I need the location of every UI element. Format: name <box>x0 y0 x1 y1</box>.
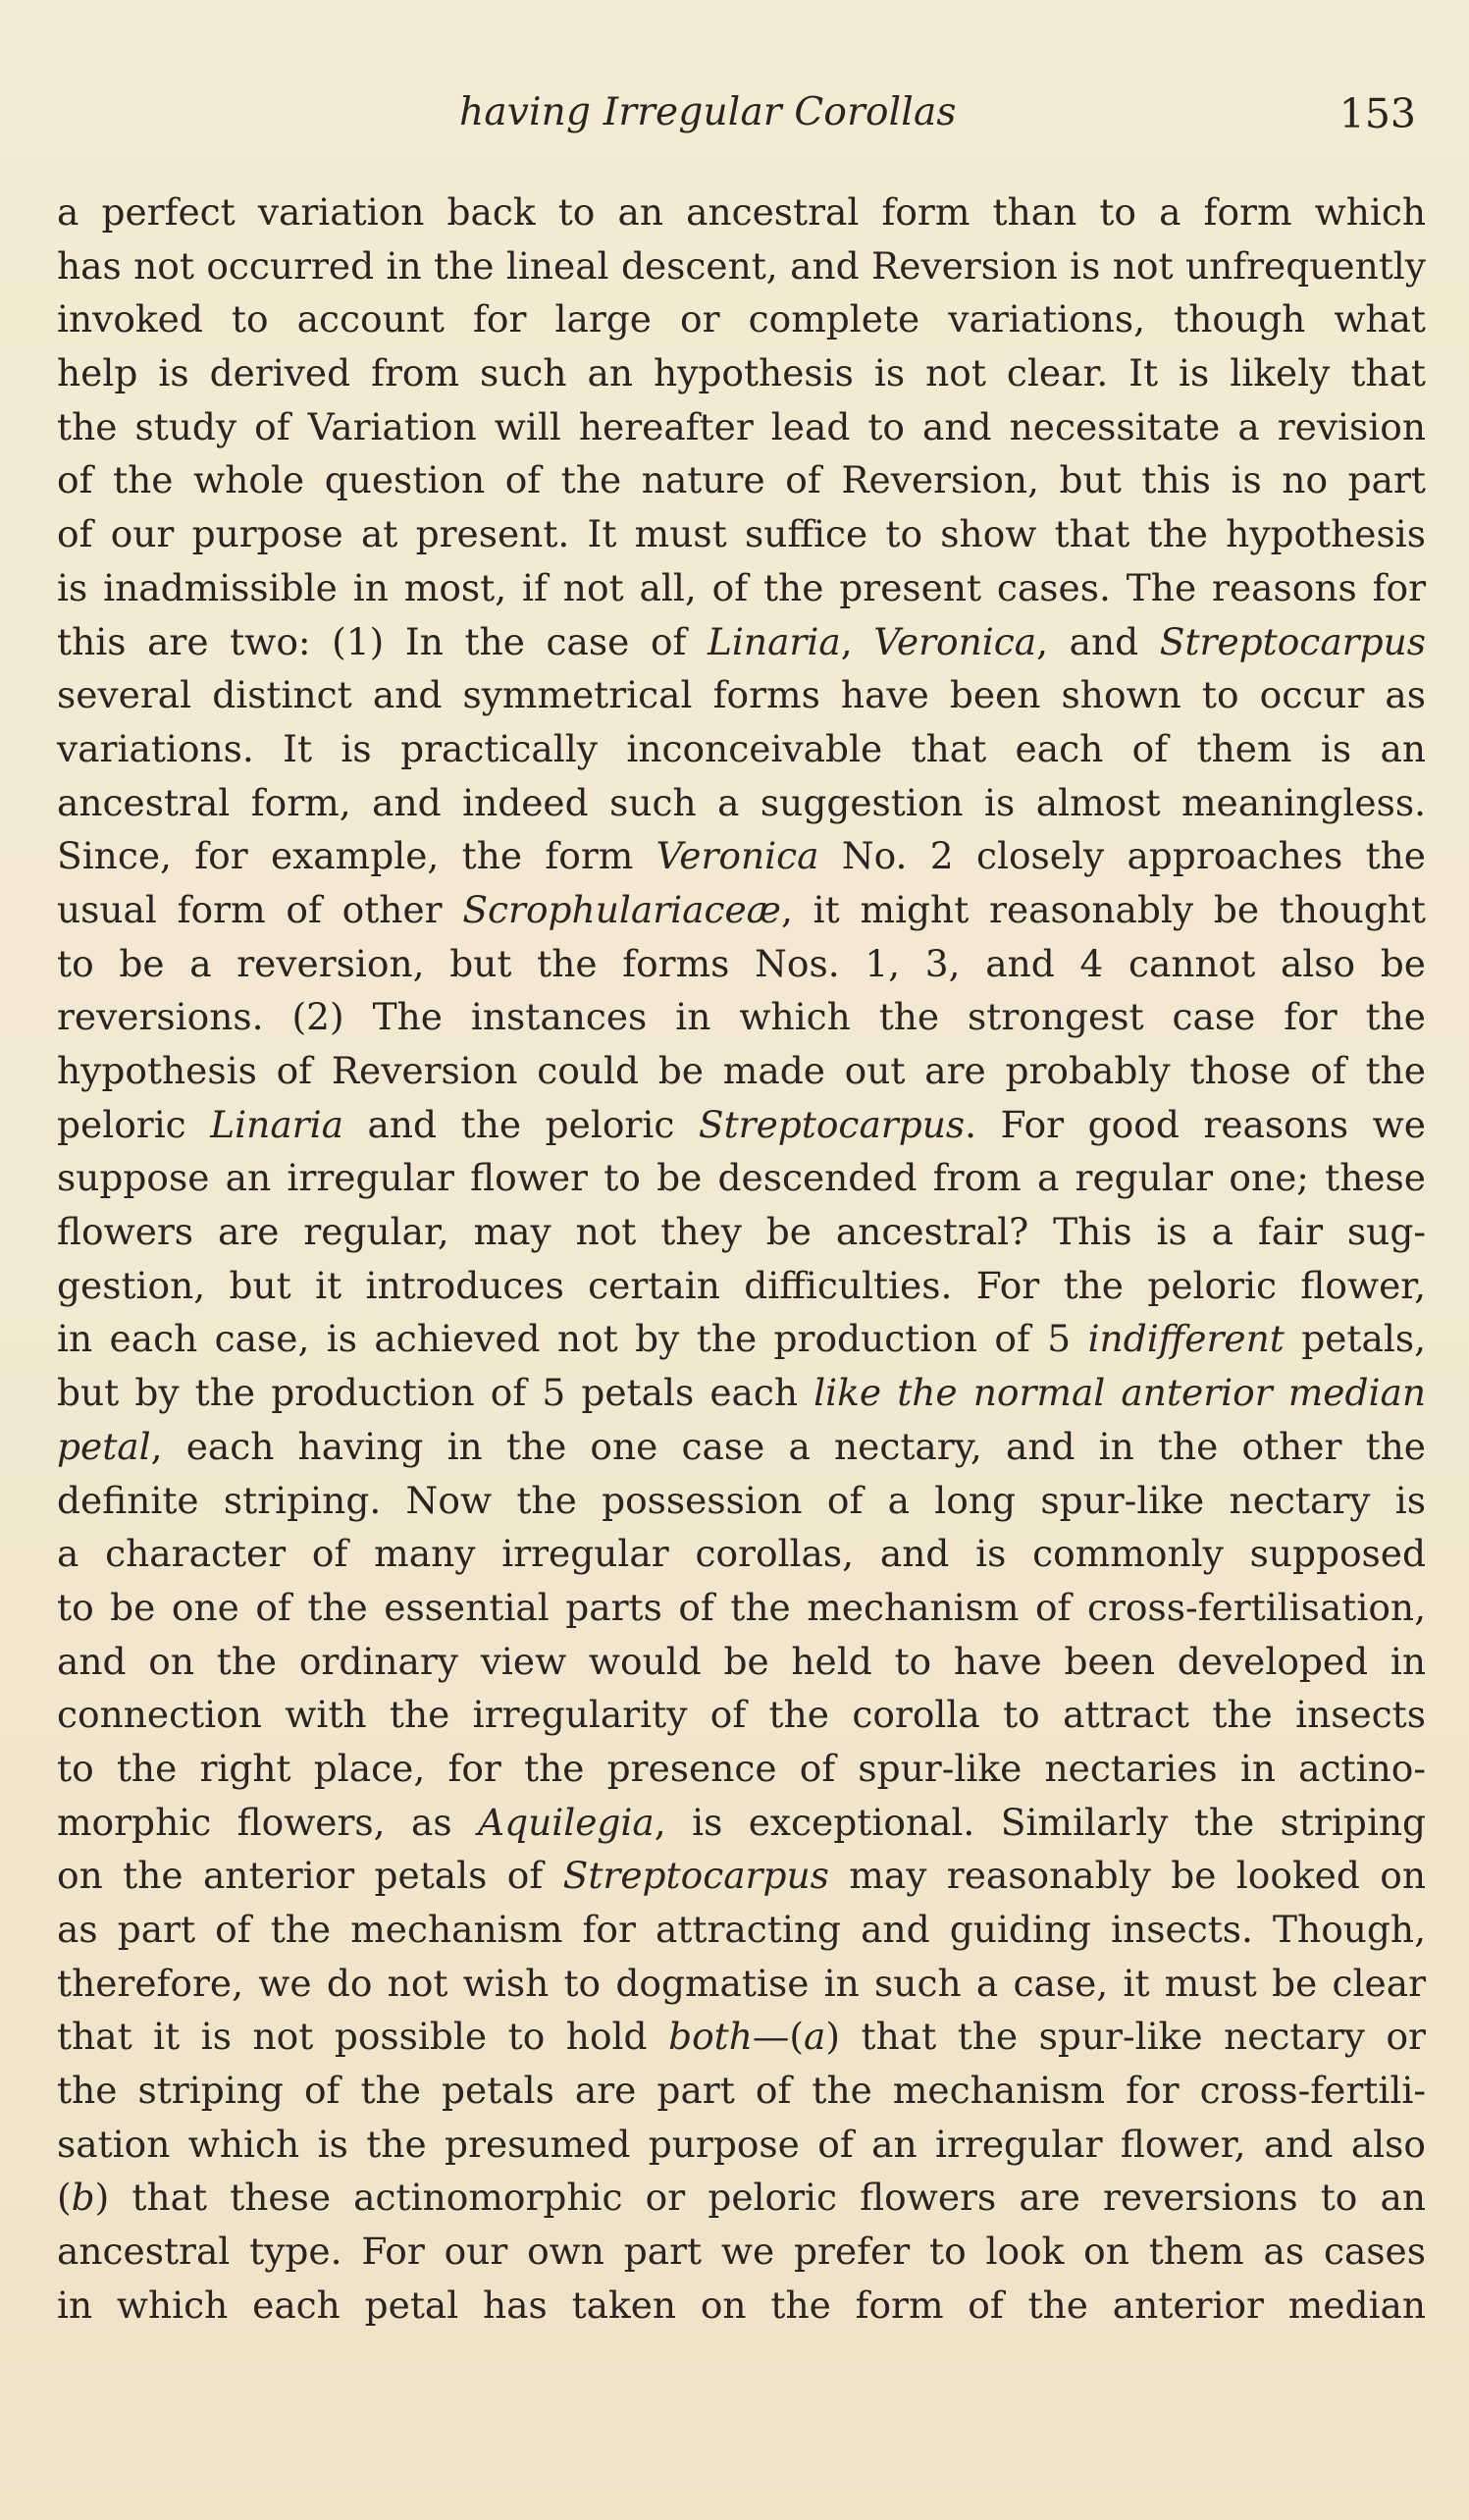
text-line <box>57 2010 1426 2064</box>
body-text <box>57 185 1426 2333</box>
text-line <box>57 1420 1426 1474</box>
text-line <box>57 722 1426 776</box>
text-segment: to be a reversion, but the forms Nos. 1, 3, and 4 cannot also be <box>57 941 1426 985</box>
text-line <box>57 1903 1426 1957</box>
text-segment: —( <box>752 2015 805 2059</box>
text-segment: variations. It is practically inconceivable that each of them is an <box>57 726 1426 770</box>
text-line <box>57 1688 1426 1742</box>
italic-text: b <box>71 2176 95 2220</box>
italic-text: petal <box>57 1424 151 1468</box>
italic-text: both <box>668 2015 753 2059</box>
italic-text: Scrophulariaceæ <box>462 887 781 931</box>
text-segment: the study of Variation will hereafter lead to and necessitate a revision <box>57 404 1426 448</box>
text-line <box>57 507 1426 561</box>
text-line <box>57 1849 1426 1903</box>
text-segment: this are two: (1) In the case of <box>57 619 708 663</box>
italic-text: Veronica <box>656 834 819 878</box>
text-segment: and on the ordinary view would be held to have been developed in <box>57 1639 1426 1683</box>
text-segment: help is derived from such an hypothesis is not clear. It is likely that <box>57 351 1426 395</box>
italic-text: Streptocarpus <box>1159 619 1426 663</box>
text-segment: ancestral form, and indeed such a suggestion is almost meaningless. <box>57 780 1426 824</box>
text-segment: morphic flowers, as <box>57 1800 478 1844</box>
text-line <box>57 668 1426 722</box>
text-line <box>57 1796 1426 1850</box>
text-segment: , is exceptional. Similarly the striping <box>654 1800 1427 1844</box>
text-segment: ( <box>57 2176 72 2220</box>
text-segment: sation which is the presumed purpose of an irregular flower, and also <box>57 2122 1426 2166</box>
text-line <box>57 1527 1426 1581</box>
text-line <box>57 1151 1426 1205</box>
text-segment: , and <box>1036 619 1160 663</box>
text-line <box>57 239 1426 293</box>
text-line <box>57 1259 1426 1313</box>
text-segment: and the peloric <box>342 1102 699 1146</box>
text-line <box>57 990 1426 1044</box>
text-segment: definite striping. Now the possession of a long spur-like nectary is <box>57 1478 1426 1522</box>
text-segment: but by the production of 5 petals each <box>57 1371 814 1415</box>
text-segment: , it might reasonably be thought <box>780 887 1426 931</box>
text-line <box>57 185 1426 239</box>
text-line <box>57 1742 1426 1796</box>
text-line <box>57 1098 1426 1152</box>
text-segment: ancestral type. For our own part we prefer to look on them as cases <box>57 2230 1426 2274</box>
text-line <box>57 1205 1426 1259</box>
page-number: 153 <box>1338 90 1416 137</box>
text-segment: ) that these actinomorphic or peloric flowers are reversions to an <box>94 2176 1426 2220</box>
text-line <box>57 292 1426 346</box>
text-segment: has not occurred in the lineal descent, and Reversion is not unfrequently <box>57 243 1426 288</box>
text-line <box>57 2064 1426 2118</box>
text-line <box>57 1044 1426 1098</box>
text-line <box>57 346 1426 400</box>
text-segment: several distinct and symmetrical forms have been shown to occur as <box>57 673 1426 717</box>
text-segment: that it is not possible to hold <box>57 2015 669 2059</box>
text-segment: to the right place, for the presence of spur-like nectaries in actino- <box>57 1746 1426 1790</box>
running-title: having Irregular Corollas <box>459 90 957 134</box>
text-segment: gestion, but it introduces certain difficulties. For the peloric flower, <box>57 1263 1426 1307</box>
italic-text: Linaria <box>210 1102 343 1146</box>
text-line <box>57 561 1426 615</box>
italic-text: Veronica <box>873 619 1037 663</box>
italic-text: Streptocarpus <box>562 1854 829 1898</box>
text-segment: flowers are regular, may not they be ancestral? This is a fair sug- <box>57 1210 1426 1254</box>
text-line <box>57 453 1426 507</box>
text-segment: , <box>840 619 874 663</box>
text-line <box>57 1366 1426 1420</box>
text-segment: hypothesis of Reversion could be made out are probably those of the <box>57 1049 1426 1092</box>
italic-text: like the normal anterior median <box>813 1371 1427 1415</box>
text-segment: a character of many irregular corollas, and is commonly supposed <box>57 1532 1426 1576</box>
italic-text: a <box>804 2015 826 2059</box>
text-segment: invoked to account for large or complete variations, though what <box>57 297 1426 341</box>
text-line <box>57 400 1426 454</box>
italic-text: indifferent <box>1087 1317 1285 1361</box>
text-segment: therefore, we do not wish to dogmatise in such a case, it must be clear <box>57 1961 1426 2005</box>
italic-text: Linaria <box>708 619 841 663</box>
text-segment: on the anterior petals of <box>57 1854 563 1898</box>
text-segment: the striping of the petals are part of the mechanism for cross-fertili- <box>57 2069 1426 2113</box>
italic-text: Streptocarpus <box>698 1102 966 1146</box>
text-line <box>57 2225 1426 2279</box>
text-line <box>57 776 1426 830</box>
text-line <box>57 1474 1426 1528</box>
page-header <box>57 90 1416 159</box>
text-segment: reversions. (2) The instances in which the strongest case for the <box>57 995 1426 1039</box>
text-segment: of our purpose at present. It must suffice to show that the hypothesis <box>57 512 1426 556</box>
text-line <box>57 1581 1426 1635</box>
text-segment: in which each petal has taken on the form of the anterior median <box>57 2283 1426 2327</box>
text-segment: a perfect variation back to an ancestral form than to a form which <box>57 190 1426 234</box>
text-segment: may reasonably be looked on <box>828 1854 1426 1898</box>
text-segment: petals, <box>1284 1317 1427 1361</box>
text-segment: of the whole question of the nature of Reversion, but this is no part <box>57 458 1426 502</box>
text-segment: connection with the irregularity of the corolla to attract the insects <box>57 1693 1426 1737</box>
text-line <box>57 2279 1426 2333</box>
text-line <box>57 883 1426 937</box>
text-line <box>57 1957 1426 2011</box>
italic-text: Aquilegia <box>477 1800 655 1844</box>
text-line <box>57 1312 1426 1366</box>
text-segment: to be one of the essential parts of the mechanism of cross-fertilisation, <box>57 1585 1426 1629</box>
text-segment: . For good reasons we <box>965 1102 1426 1146</box>
text-segment: Since, for example, the form <box>57 834 656 878</box>
text-line <box>57 2118 1426 2172</box>
text-segment: as part of the mechanism for attracting and guiding insects. Though, <box>57 1908 1426 1951</box>
text-segment: ) that the spur-like nectary or <box>825 2015 1426 2059</box>
text-segment: , each having in the one case a nectary, and in the other the <box>150 1424 1426 1468</box>
text-line <box>57 829 1426 883</box>
text-segment: peloric <box>57 1102 211 1146</box>
text-line <box>57 615 1426 669</box>
text-segment: in each case, is achieved not by the production of 5 <box>57 1317 1088 1361</box>
text-segment: usual form of other <box>57 887 463 931</box>
text-segment: is inadmissible in most, if not all, of the present cases. The reasons for <box>57 565 1426 609</box>
text-line <box>57 937 1426 991</box>
text-line <box>57 2171 1426 2225</box>
text-segment: suppose an irregular flower to be descended from a regular one; these <box>57 1156 1426 1200</box>
text-segment: No. 2 closely approaches the <box>818 834 1426 878</box>
text-line <box>57 1635 1426 1689</box>
